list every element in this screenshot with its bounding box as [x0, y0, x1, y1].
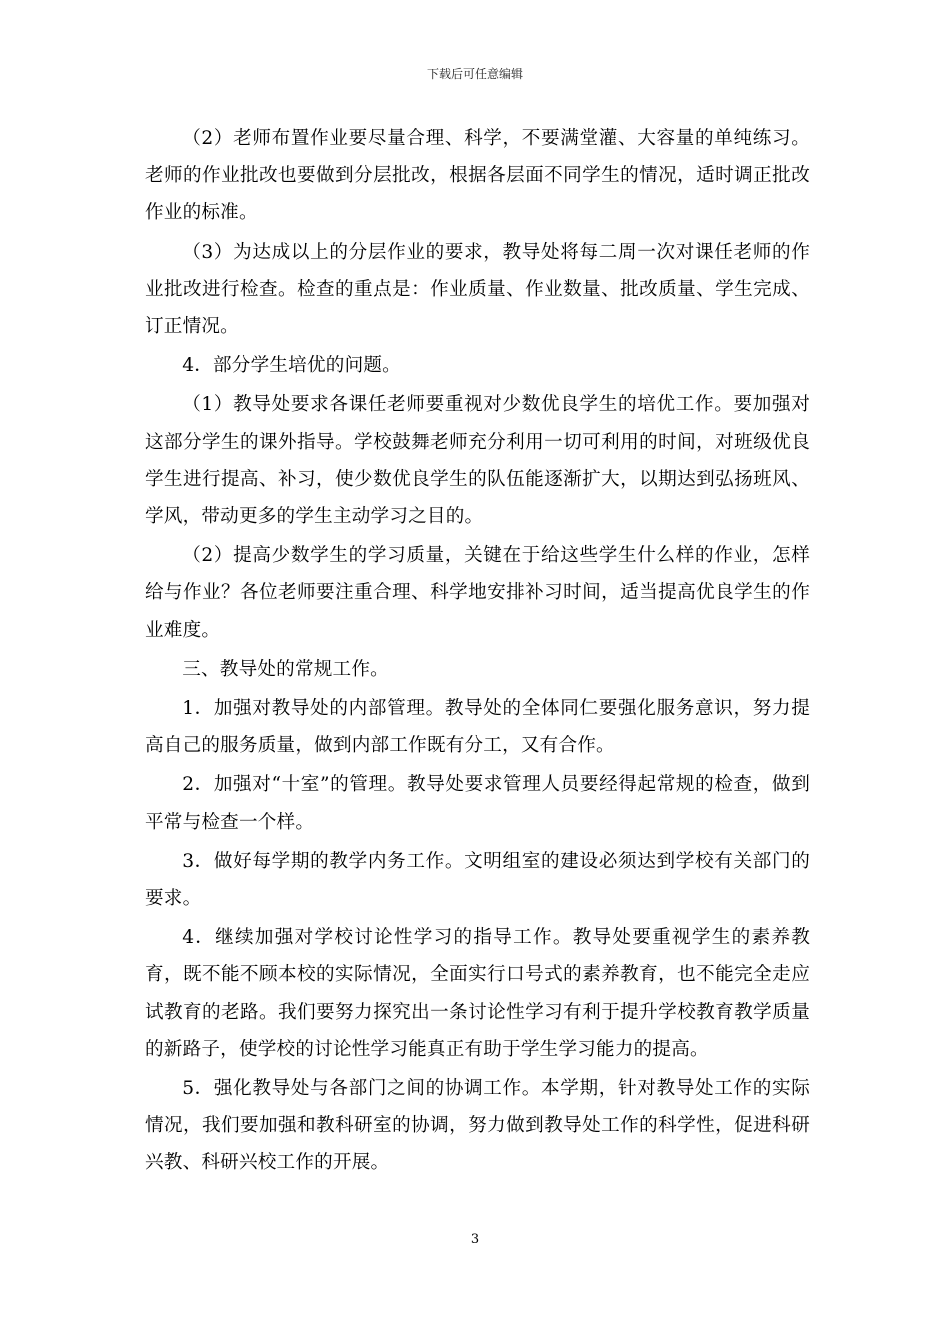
paragraph-section-three-heading: 三、教导处的常规工作。	[182, 658, 389, 680]
paragraph-research-learning: 4．继续加强对学校讨论性学习的指导工作。教导处要重视学生的素养教育，既不能不顾本校的实际情况，全面实行口号式的素养教育，也不能完全走应试教育的老路。我们要努力探究出一条讨论性学习有利于提升学校教育教学质量的新路子，使学校的讨论性学习能真正有助于学生学习能力的提高。	[145, 927, 810, 1060]
page-header: 下载后可任意编辑	[426, 67, 523, 81]
paragraph-homework-arrangement: （2）老师布置作业要尽量合理、科学，不要满堂灌、大容量的单纯练习。老师的作业批改也要做到分层批改，根据各层面不同学生的情况，适时调正批改作业的标准。	[145, 128, 810, 224]
paragraph-learning-quality: （2）提高少数学生的学习质量，关键在于给这些学生什么样的作业，怎样给与作业？各位老师要注重合理、科学地安排补习时间，适当提高优良学生的作业难度。	[145, 545, 810, 641]
paragraph-section-4-heading: 4．部分学生培优的问题。	[182, 355, 401, 377]
document-body	[145, 120, 810, 1184]
paragraph-internal-management: 1．加强对教导处的内部管理。教导处的全体同仁要强化服务意识，努力提高自己的服务质量，做到内部工作既有分工，又有合作。	[145, 698, 810, 757]
paragraph-excellent-students-guidance: （1）教导处要求各课任老师要重视对少数优良学生的培优工作。要加强对这部分学生的课外指导。学校鼓舞老师充分利用一切可利用的时间，对班级优良学生进行提高、补习，使少数优良学生的队伍能逐渐扩大，以期达到弘扬班风、学风，带动更多的学生主动学习之目的。	[145, 394, 810, 528]
paragraph-ten-rooms-management: 2．加强对“十室”的管理。教导处要求管理人员要经得起常规的检查，做到平常与检查一个样。	[145, 774, 810, 833]
paragraph-homework-inspection: （3）为达成以上的分层作业的要求，教导处将每二周一次对课任老师的作业批改进行检查。检查的重点是：作业质量、作业数量、批改质量、学生完成、订正情况。	[145, 241, 810, 338]
paragraph-coordination: 5．强化教导处与各部门之间的协调工作。本学期，针对教导处工作的实际情况，我们要加强和教科研室的协调，努力做到教导处工作的科学性，促进科研兴教、科研兴校工作的开展。	[145, 1078, 810, 1174]
paragraph-internal-affairs: 3．做好每学期的教学内务工作。文明组室的建设必须达到学校有关部门的要求。	[145, 850, 810, 910]
page-number: 3	[470, 1232, 480, 1247]
